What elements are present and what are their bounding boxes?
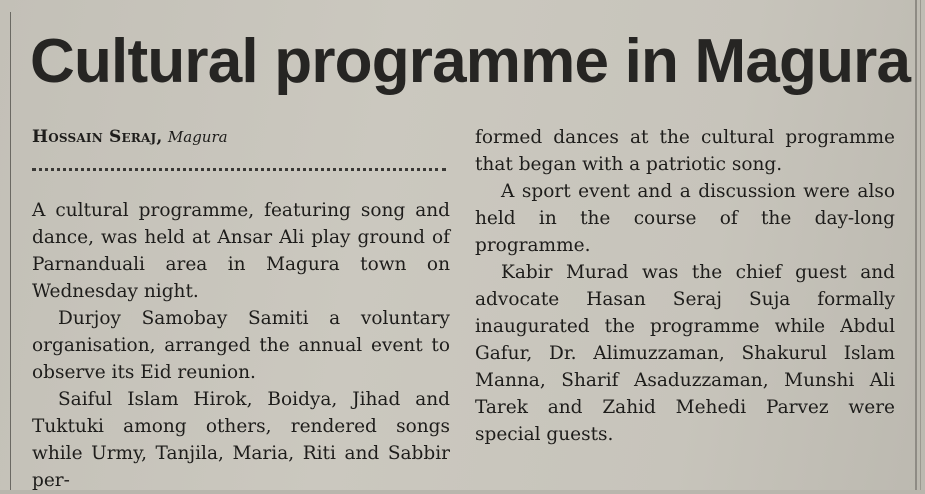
paragraph: Saiful Islam Hirok, Boidya, Jihad and Tuktuki among others, rendered songs while Urmy, Tanjila, Maria, Riti and Sabbir per- xyxy=(32,389,450,491)
article-column-1 xyxy=(32,197,450,494)
byline xyxy=(32,124,452,150)
byline-author: Hossain Seraj, xyxy=(32,127,163,147)
byline-separator xyxy=(32,168,446,171)
paragraph: Durjoy Samobay Samiti a voluntary organisation, arranged the annual event to observe its Eid reunion. xyxy=(32,308,450,383)
byline-location: Magura xyxy=(167,128,228,146)
page-edge-right xyxy=(920,0,921,490)
article-column-2 xyxy=(475,124,895,448)
paragraph: A sport event and a discussion were also held in the course of the day-long programme. xyxy=(475,181,895,256)
paragraph: Kabir Murad was the chief guest and advocate Hasan Seraj Suja formally inaugurated the programme while Abdul Gafur, Dr. Alimuzzaman, Shakurul Islam Manna, Sharif Asaduzzaman, Munshi Ali Tarek and Zahid Mehedi Parvez were special guests. xyxy=(475,262,895,445)
paragraph: A cultural programme, featuring song and dance, was held at Ansar Ali play ground of Parnanduali area in Magura town on Wednesday night. xyxy=(32,200,450,302)
column-rule-left xyxy=(10,12,11,490)
paragraph: formed dances at the cultural programme that began with a patriotic song. xyxy=(475,127,895,175)
headline: Cultural programme in Magura xyxy=(30,27,911,96)
column-rule-right xyxy=(915,0,917,490)
